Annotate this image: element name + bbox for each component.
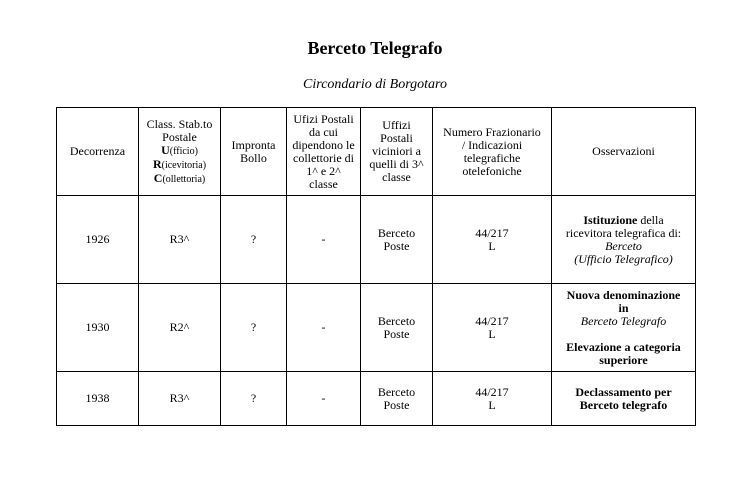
table-row — [57, 372, 696, 426]
cell-uffizi: Berceto Poste — [361, 196, 433, 284]
cell-class: R3^ — [139, 372, 221, 426]
header-impronta-bollo: Impronta Bollo — [221, 108, 287, 196]
page-title: Berceto Telegrafo — [307, 38, 443, 58]
cell-osservazioni: Declassamento per Berceto telegrafo — [552, 372, 696, 426]
header-ufizi-postali: Ufizi Postali da cui dipendono le collettorie di 1^ e 2^ classe — [287, 108, 361, 196]
table-header-row — [57, 108, 696, 196]
cell-ufizi: - — [287, 372, 361, 426]
table-row — [57, 196, 696, 284]
header-uffizi-viciniori: Uffizi Postali viciniori a quelli di 3^ classe — [361, 108, 433, 196]
cell-numero: 44/217 L — [433, 284, 552, 372]
header-decorrenza: Decorrenza — [57, 108, 139, 196]
cell-osservazioni: Istituzione della ricevitora telegrafica di: Berceto (Ufficio Telegrafico) — [552, 196, 696, 284]
cell-numero: 44/217 L — [433, 372, 552, 426]
cell-impronta: ? — [221, 196, 287, 284]
table-row — [57, 284, 696, 372]
header-class-stabilimento: Class. Stab.to Postale U(fficio) R(icevitoria) C(ollettoria) — [139, 108, 221, 196]
cell-uffizi: Berceto Poste — [361, 372, 433, 426]
header-osservazioni: Osservazioni — [552, 108, 696, 196]
cell-decorrenza: 1930 — [57, 284, 139, 372]
cell-decorrenza: 1926 — [57, 196, 139, 284]
page-subtitle: Circondario di Borgotaro — [303, 77, 447, 92]
header-numero-frazionario: Numero Frazionario / Indicazioni telegrafiche otelefoniche — [433, 108, 552, 196]
cell-ufizi: - — [287, 284, 361, 372]
cell-numero: 44/217 L — [433, 196, 552, 284]
cell-impronta: ? — [221, 284, 287, 372]
cell-ufizi: - — [287, 196, 361, 284]
cell-osservazioni: Nuova denominazione in Berceto Telegrafo Elevazione a categoria superiore — [552, 284, 696, 372]
cell-class: R2^ — [139, 284, 221, 372]
cell-uffizi: Berceto Poste — [361, 284, 433, 372]
cell-impronta: ? — [221, 372, 287, 426]
cell-class: R3^ — [139, 196, 221, 284]
register-table — [56, 107, 696, 426]
cell-decorrenza: 1938 — [57, 372, 139, 426]
